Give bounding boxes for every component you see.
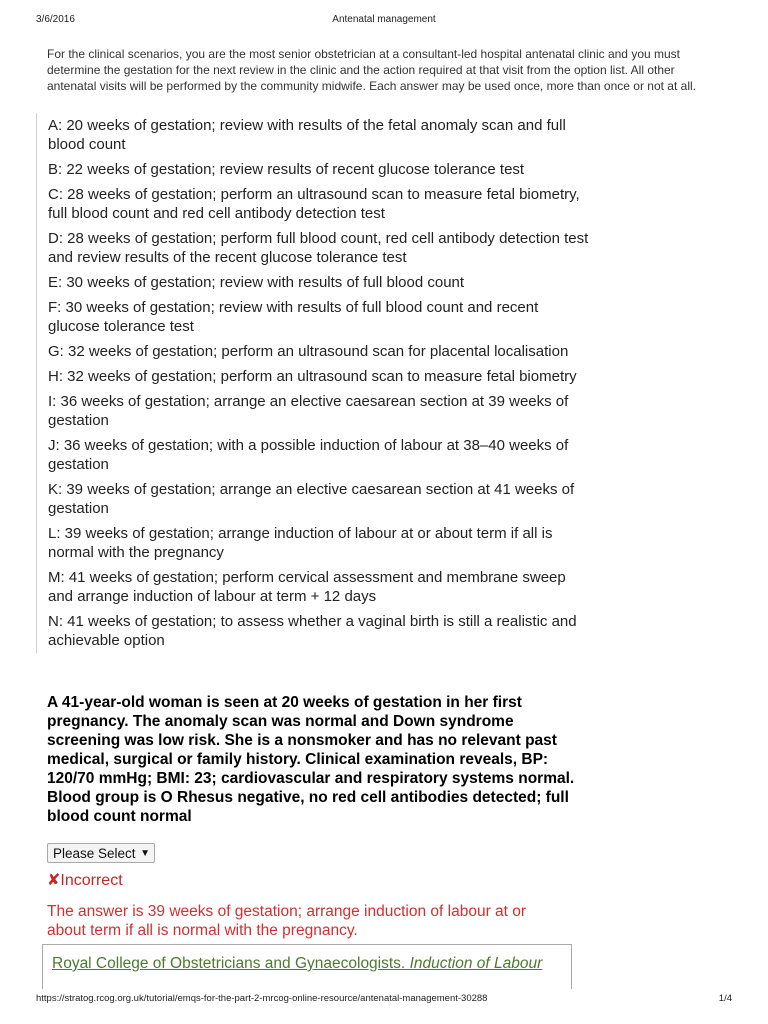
print-date: 3/6/2016 xyxy=(36,14,75,25)
question-stem: A 41-year-old woman is seen at 20 weeks of gestation in her first pregnancy. The anomaly scan was normal and Down syndrome screening was low risk. She is a nonsmoker and has no relevant past medical, surgical or family history. Clinical examination reveals, BP: 120/70 mmHg; BMI: 23; cardiovascular and respiratory systems normal. Blood group is O Rhesus negative, no red cell antibodies detected; full blood count normal xyxy=(47,694,575,825)
option-item-i: I: 36 weeks of gestation; arrange an elective caesarean section at 39 weeks of gestation xyxy=(48,393,569,429)
option-item-j: J: 36 weeks of gestation; with a possible induction of labour at 38–40 weeks of gestation xyxy=(48,437,569,473)
answer-explanation: The answer is 39 weeks of gestation; arrange induction of labour at or about term if all is normal with the pregnancy. xyxy=(47,903,527,939)
reference-link[interactable] xyxy=(52,954,542,973)
option-item-a: A: 20 weeks of gestation; review with results of the fetal anomaly scan and full blood count xyxy=(48,117,566,153)
option-item-l: L: 39 weeks of gestation; arrange induction of labour at or about term if all is normal with the pregnancy xyxy=(48,525,553,561)
option-item-f: F: 30 weeks of gestation; review with results of full blood count and recent glucose tolerance test xyxy=(48,299,539,335)
chevron-down-icon: ▼ xyxy=(140,848,150,859)
print-header xyxy=(36,14,732,28)
option-item-g: G: 32 weeks of gestation; perform an ultrasound scan for placental localisation xyxy=(48,343,569,360)
instructions-text: For the clinical scenarios, you are the most senior obstetrician at a consultant-led hospital antenatal clinic and you must determine the gestation for the next review in the clinic and the action required at that visit from the option list. All other antenatal visits will be performed by the community midwife. Each answer may be used once, more than once or not at all. xyxy=(47,47,696,93)
option-item-n: N: 41 weeks of gestation; to assess whether a vaginal birth is still a realistic and achievable option xyxy=(48,613,577,649)
option-item-k: K: 39 weeks of gestation; arrange an elective caesarean section at 41 weeks of gestation xyxy=(48,481,575,517)
reference-org: Royal College of Obstetricians and Gynaecologists. xyxy=(52,955,406,972)
result-label: Incorrect xyxy=(60,872,123,889)
answer-select-value: Please Select xyxy=(53,846,136,861)
answer-select[interactable] xyxy=(47,843,155,863)
option-item-h: H: 32 weeks of gestation; perform an ultrasound scan to measure fetal biometry xyxy=(48,368,577,385)
print-footer xyxy=(36,993,732,1007)
page-number: 1/4 xyxy=(718,993,732,1004)
option-item-e: E: 30 weeks of gestation; review with results of full blood count xyxy=(48,274,465,291)
option-item-c: C: 28 weeks of gestation; perform an ultrasound scan to measure fetal biometry, full blood count and red cell antibody detection test xyxy=(48,186,580,222)
reference-title: Induction of Labour xyxy=(409,955,543,972)
option-item-b: B: 22 weeks of gestation; review results of recent glucose tolerance test xyxy=(48,161,525,178)
option-item-m: M: 41 weeks of gestation; perform cervical assessment and membrane sweep and arrange induction of labour at term + 12 days xyxy=(48,569,566,605)
result-feedback xyxy=(47,871,123,891)
print-page-title: Antenatal management xyxy=(332,14,436,25)
option-list xyxy=(36,113,589,653)
option-item-d: D: 28 weeks of gestation; perform full blood count, red cell antibody detection test and review results of the recent glucose tolerance test xyxy=(48,230,589,266)
print-url: https://stratog.rcog.org.uk/tutorial/emqs-for-the-part-2-mrcog-online-resource/antenatal-management-30288 xyxy=(36,993,488,1004)
reference-box xyxy=(42,944,572,989)
cross-icon: ✘ xyxy=(47,872,61,889)
